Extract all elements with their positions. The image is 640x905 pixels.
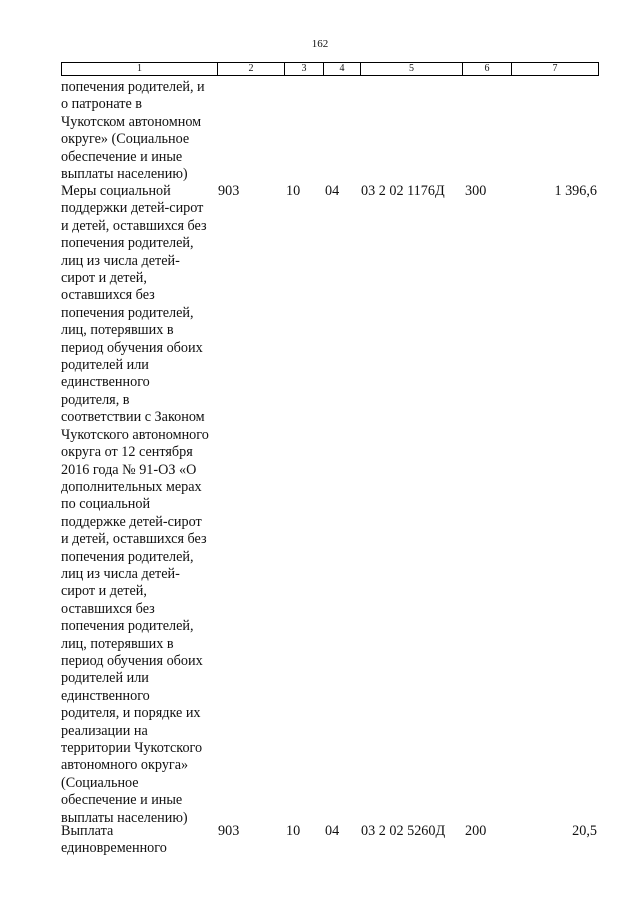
page-number: 162: [311, 38, 329, 50]
column-header-1: 1: [62, 63, 218, 76]
column-header-6: 6: [463, 63, 512, 76]
row-section: 10: [286, 183, 301, 199]
row-ministry-code: 903: [218, 183, 240, 199]
row-amount: 20,5: [572, 823, 597, 839]
row-amount: 1 396,6: [554, 183, 597, 199]
row-section: 10: [286, 823, 301, 839]
row-expense-type: 300: [465, 183, 487, 199]
row-target-article: 03 2 02 5260Д: [361, 823, 446, 839]
column-header-3: 3: [285, 63, 324, 76]
row-expense-type: 200: [465, 823, 487, 839]
column-header-row: [62, 63, 599, 76]
column-header-4: 4: [324, 63, 361, 76]
column-header-table: [61, 62, 599, 76]
row-ministry-code: 903: [218, 823, 240, 839]
column-header-5: 5: [361, 63, 463, 76]
row-description: Меры социальной поддержки детей-сирот и детей, оставшихся без попечения родителей, лиц из числа детей- сирот и детей, оставшихся без попечения родителей, лиц, потерявших в период обучения обоих родителей или единственного родителя, в соответствии с Законом Чукотского автономного округа от 12 сентября 2016 года № 91-ОЗ «О дополнительных мерах по социальной поддержке детей-сирот и детей, оставшихся без попечения родителей, лиц из числа детей- сирот и детей, оставшихся без попечения родителей, лиц, потерявших в период обучения обоих родителей или единственного родителя, и порядке их реализации на территории Чукотского автономного округа» (Социальное обеспечение и иные выплаты населению): [61, 183, 209, 826]
column-header-2: 2: [218, 63, 285, 76]
continuation-text: попечения родителей, и о патронате в Чукотском автономном округе» (Социальное обеспечение и иные выплаты населению): [61, 79, 205, 183]
row-target-article: 03 2 02 1176Д: [361, 183, 445, 199]
column-header-7: 7: [512, 63, 599, 76]
row-description: Выплата единовременного: [61, 823, 167, 857]
row-subsection: 04: [325, 823, 340, 839]
row-subsection: 04: [325, 183, 340, 199]
